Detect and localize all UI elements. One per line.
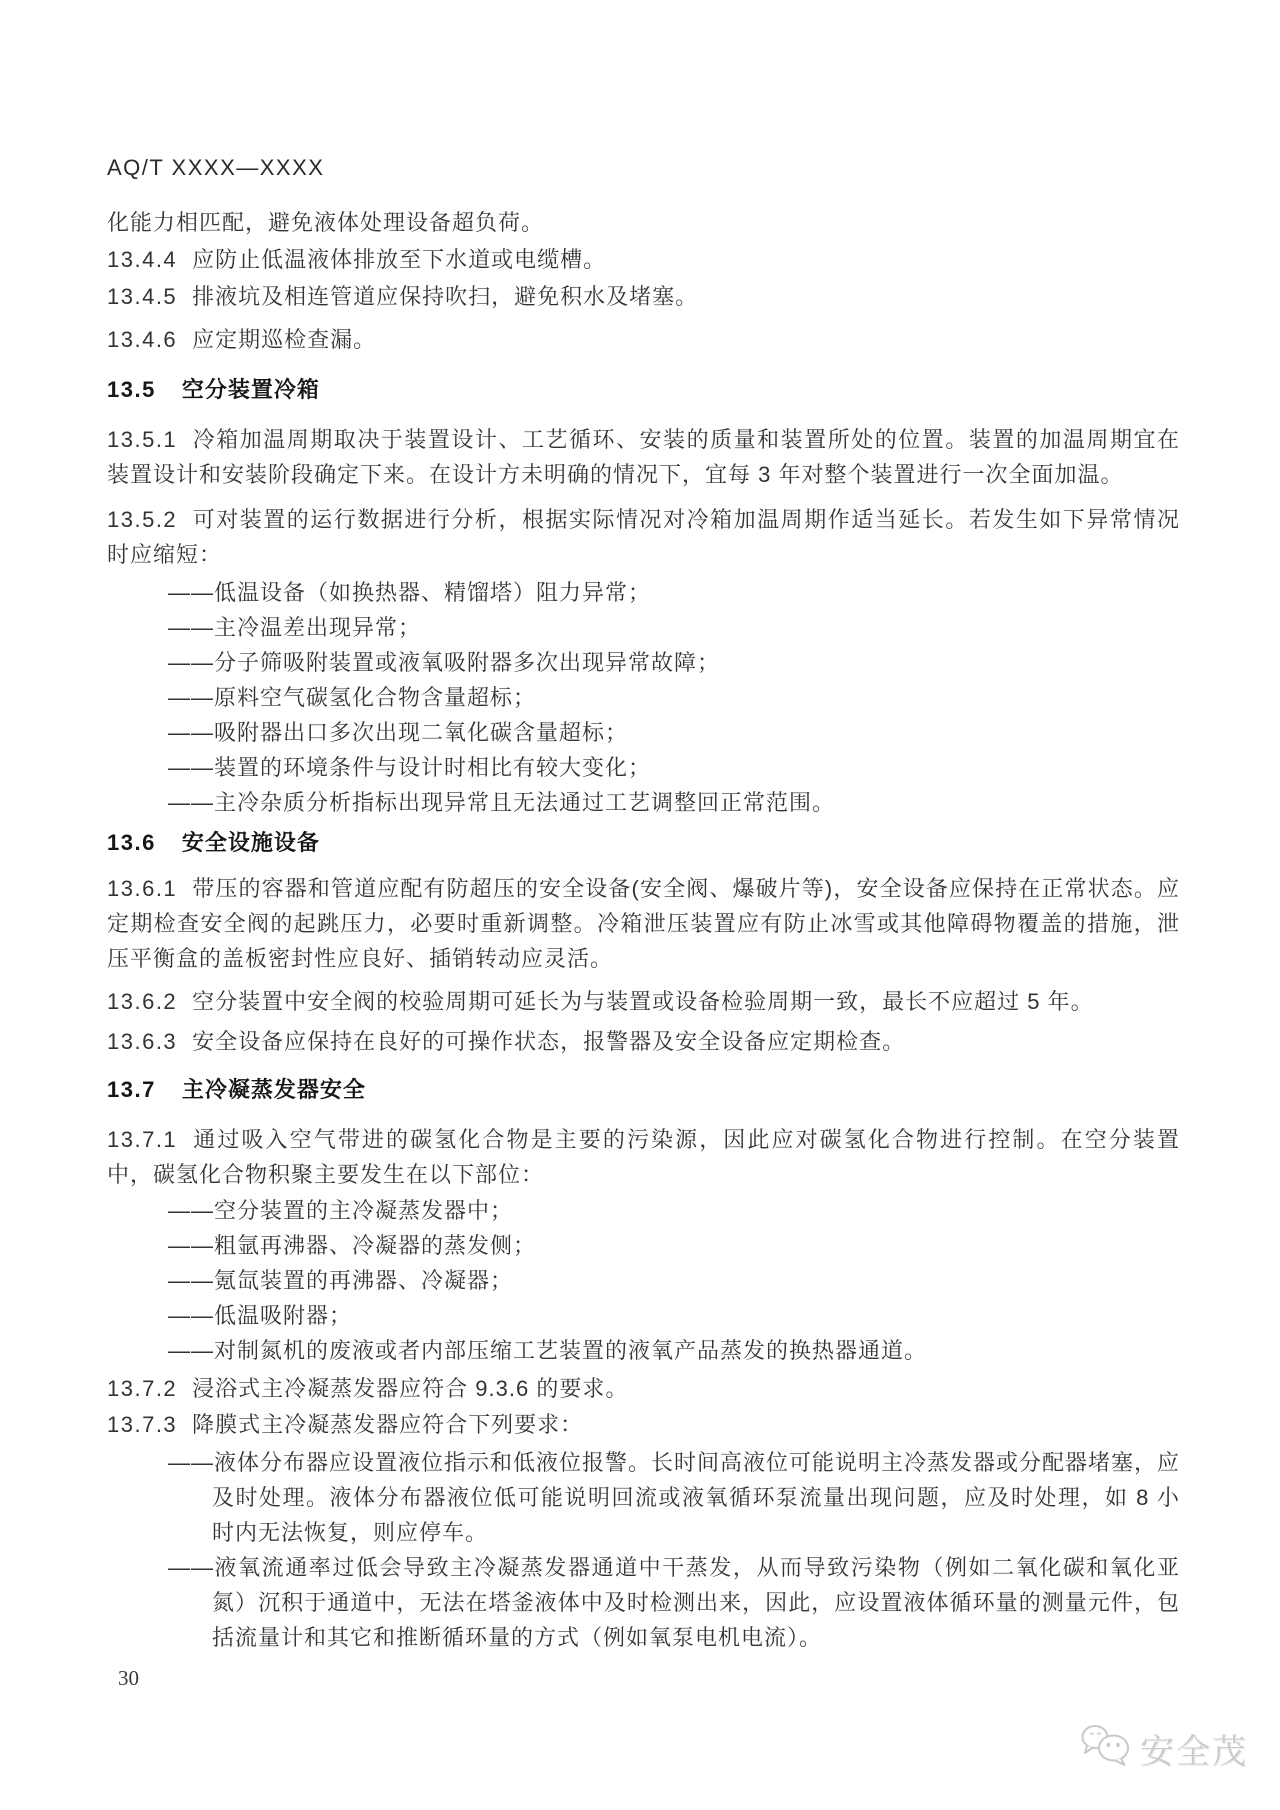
intro-paragraph: 化能力相匹配，避免液体处理设备超负荷。 xyxy=(107,210,545,235)
clause-13-4-4 xyxy=(107,242,1180,277)
clause-13-6-3 xyxy=(107,1024,1180,1059)
section-number: 13.5 xyxy=(107,377,156,402)
clause-13-6-1 xyxy=(107,871,1180,976)
watermark-label: 安全茂 xyxy=(1140,1733,1248,1771)
hydrocarbon-accumulation-list xyxy=(107,1193,1180,1368)
clause-13-7-3 xyxy=(107,1407,1180,1442)
section-heading-13-7 xyxy=(107,1072,1180,1107)
clause-text: 通过吸入空气带进的碳氢化合物是主要的污染源，因此应对碳氢化合物进行控制。在空分装置中，碳氢化合物积聚主要发生在以下部位： xyxy=(107,1127,1180,1187)
section-number: 13.6 xyxy=(107,830,156,855)
clause-number: 13.4.6 xyxy=(107,327,178,352)
clause-13-6-2 xyxy=(107,984,1180,1019)
list-item: ——液氧流通率过低会导致主冷凝蒸发器通道中干蒸发，从而导致污染物（例如二氧化碳和氧化亚氮）沉积于通道中，无法在塔釜液体中及时检测出来，因此，应设置液体循环量的测量元件，包括流量计和其它和推断循环量的方式（例如氧泵电机电流）。 xyxy=(168,1555,1180,1650)
clause-13-4-6 xyxy=(107,322,1180,357)
list-item: ——主冷温差出现异常； xyxy=(168,615,422,640)
wechat-chat-bubbles-icon xyxy=(1078,1722,1134,1775)
watermark xyxy=(1078,1722,1248,1775)
clause-text: 空分装置中安全阀的校验周期可延长为与装置或设备检验周期一致，最长不应超过 5 年。 xyxy=(192,989,1094,1014)
clause-text: 应防止低温液体排放至下水道或电缆槽。 xyxy=(192,247,607,272)
clause-13-5-1 xyxy=(107,422,1180,492)
clause-text: 可对装置的运行数据进行分析，根据实际情况对冷箱加温周期作适当延长。若发生如下异常情况时应缩短： xyxy=(107,507,1180,567)
list-item: ——粗氩再沸器、冷凝器的蒸发侧； xyxy=(168,1233,537,1258)
clause-number: 13.7.1 xyxy=(107,1127,178,1152)
list-item: ——氪氙装置的再沸器、冷凝器； xyxy=(168,1268,514,1293)
clause-text: 排液坑及相连管道应保持吹扫，避免积水及堵塞。 xyxy=(192,284,699,309)
clause-number: 13.5.2 xyxy=(107,507,178,532)
clause-number: 13.6.2 xyxy=(107,989,178,1014)
abnormal-conditions-list xyxy=(107,575,1180,820)
clause-number: 13.7.3 xyxy=(107,1412,178,1437)
section-heading-13-6 xyxy=(107,825,1180,860)
clause-text: 应定期巡检查漏。 xyxy=(192,327,377,352)
section-title: 主冷凝蒸发器安全 xyxy=(181,1077,366,1102)
clause-13-5-2 xyxy=(107,502,1180,572)
clause-number: 13.5.1 xyxy=(107,427,178,452)
clause-text: 降膜式主冷凝蒸发器应符合下列要求： xyxy=(192,1412,584,1437)
list-item: ——低温吸附器； xyxy=(168,1303,353,1328)
list-item: ——分子筛吸附装置或液氧吸附器多次出现异常故障； xyxy=(168,650,721,675)
falling-film-requirements-list xyxy=(107,1445,1180,1655)
clause-13-4-5 xyxy=(107,279,1180,314)
clause-text: 浸浴式主冷凝蒸发器应符合 9.3.6 的要求。 xyxy=(192,1376,629,1401)
section-heading-13-5 xyxy=(107,372,1180,407)
section-number: 13.7 xyxy=(107,1077,156,1102)
clause-number: 13.7.2 xyxy=(107,1376,178,1401)
page-number: 30 xyxy=(118,1666,139,1690)
clause-text: 冷箱加温周期取决于装置设计、工艺循环、安装的质量和装置所处的位置。装置的加温周期宜在装置设计和安装阶段确定下来。在设计方未明确的情况下，宜每 3 年对整个装置进行一次全面加温。 xyxy=(107,427,1180,487)
list-item: ——低温设备（如换热器、精馏塔）阻力异常； xyxy=(168,580,652,605)
clause-text: 安全设备应保持在良好的可操作状态，报警器及安全设备应定期检查。 xyxy=(192,1029,906,1054)
list-item: ——装置的环境条件与设计时相比有较大变化； xyxy=(168,755,652,780)
clause-text: 带压的容器和管道应配有防超压的安全设备(安全阀、爆破片等)，安全设备应保持在正常状态。应定期检查安全阀的起跳压力，必要时重新调整。冷箱泄压装置应有防止冰雪或其他障碍物覆盖的措施，泄压平衡盒的盖板密封性应良好、插销转动应灵活。 xyxy=(107,876,1180,971)
list-item: ——空分装置的主冷凝蒸发器中； xyxy=(168,1198,514,1223)
list-item: ——吸附器出口多次出现二氧化碳含量超标； xyxy=(168,720,629,745)
clause-number: 13.4.4 xyxy=(107,247,178,272)
list-item: ——主冷杂质分析指标出现异常且无法通过工艺调整回正常范围。 xyxy=(168,790,836,815)
clause-number: 13.6.3 xyxy=(107,1029,178,1054)
list-item: ——对制氮机的废液或者内部压缩工艺装置的液氧产品蒸发的换热器通道。 xyxy=(168,1338,928,1363)
list-item: ——原料空气碳氢化合物含量超标； xyxy=(168,685,537,710)
standard-number-header: AQ/T XXXX—XXXX xyxy=(107,155,325,180)
section-title: 安全设施设备 xyxy=(181,830,320,855)
clause-number: 13.4.5 xyxy=(107,284,178,309)
list-item: ——液体分布器应设置液位指示和低液位报警。长时间高液位可能说明主冷蒸发器或分配器堵塞，应及时处理。液体分布器液位低可能说明回流或液氧循环泵流量出现问题，应及时处理，如 8 小时内无法恢复，则应停车。 xyxy=(168,1450,1181,1545)
section-title: 空分装置冷箱 xyxy=(181,377,320,402)
clause-number: 13.6.1 xyxy=(107,876,178,901)
clause-13-7-1 xyxy=(107,1122,1180,1192)
clause-13-7-2 xyxy=(107,1371,1180,1406)
